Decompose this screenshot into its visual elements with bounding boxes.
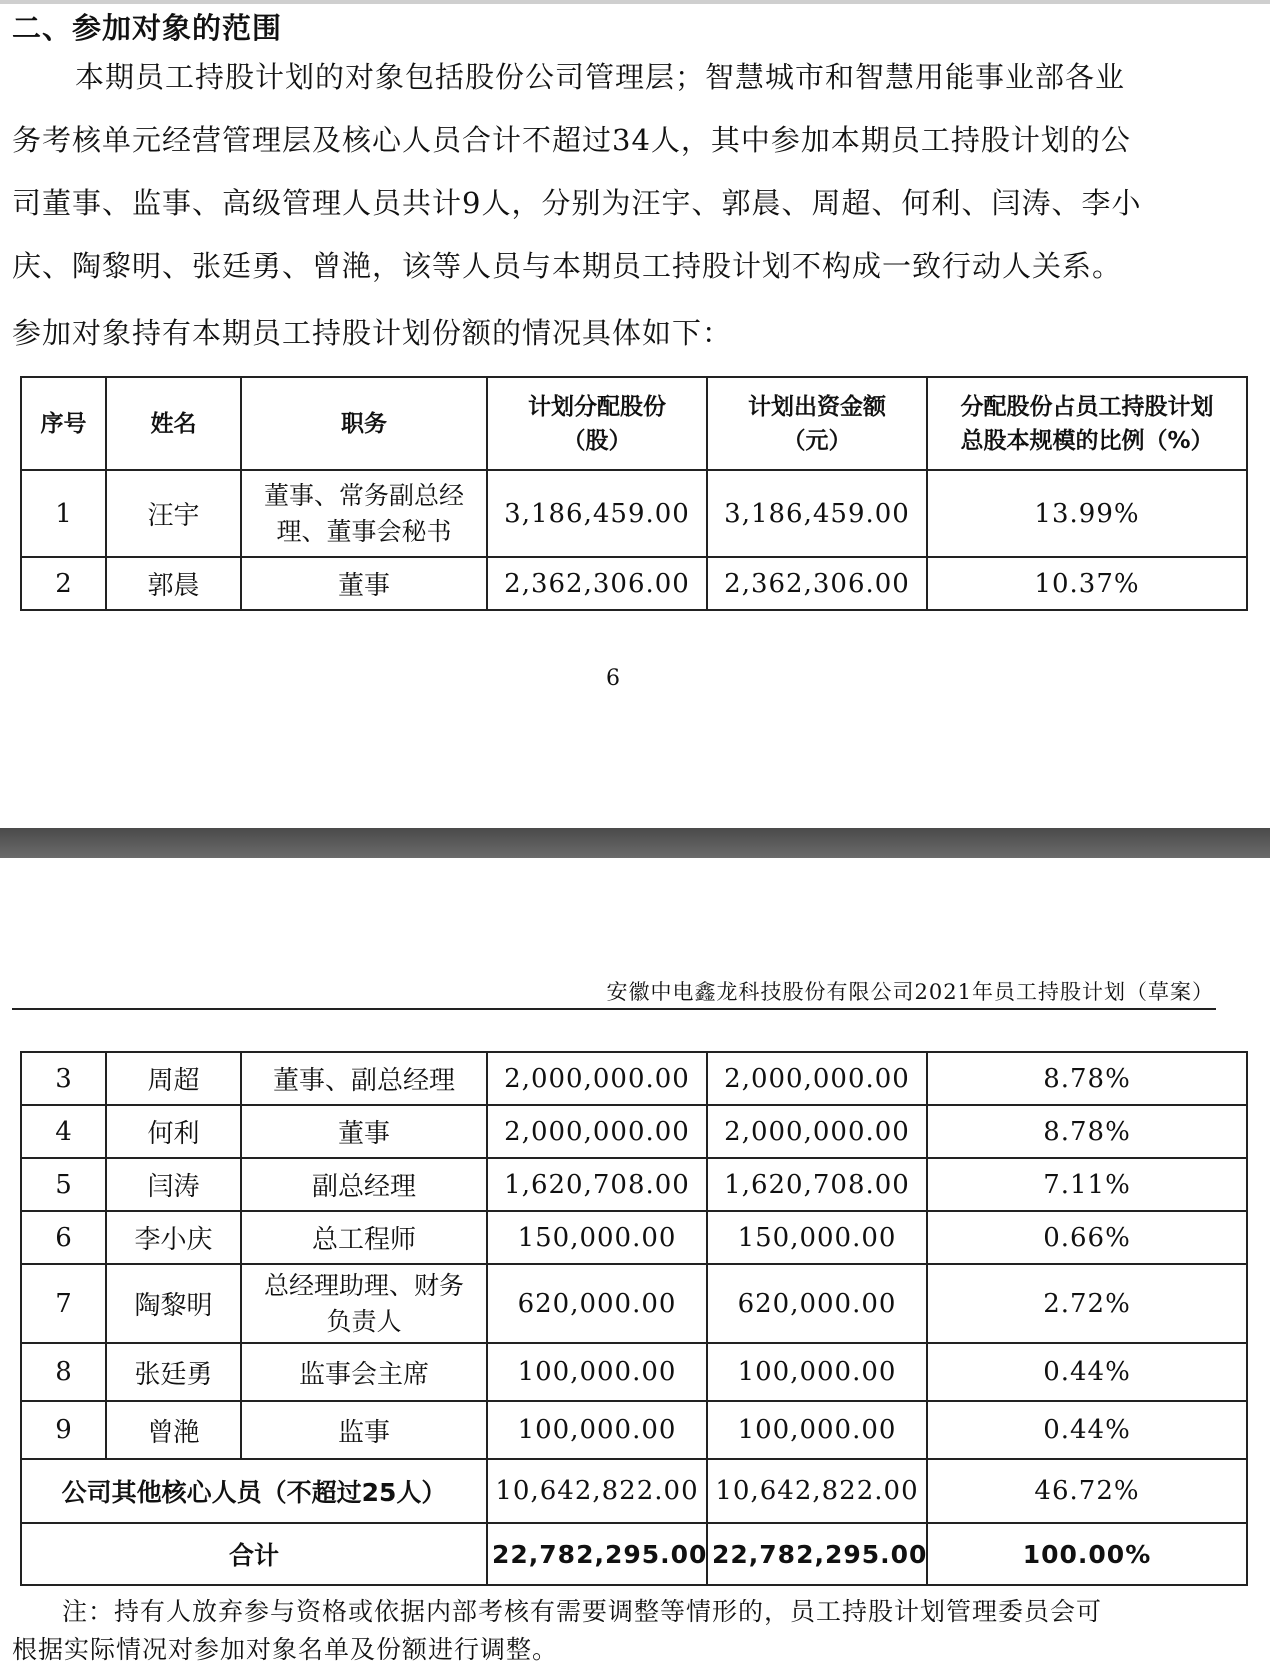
header-shares [487,377,707,470]
table-row [21,1105,1247,1158]
table-header-row [21,377,1247,470]
section-heading: 二、参加对象的范围 [12,11,283,45]
document-page-lower [0,858,1270,1670]
cell-ratio: 0.66% [927,1211,1247,1264]
table-row [21,1052,1247,1105]
cell-position: 董事 [241,557,487,610]
table-row [21,1158,1247,1211]
header-seq: 序号 [21,377,106,470]
cell-amount: 1,620,708.00 [707,1158,927,1211]
cell-ratio: 8.78% [927,1052,1247,1105]
header-shares-line1: 计划分配股份 [528,393,666,420]
table-row [21,470,1247,557]
cell-position [241,470,487,557]
cell-amount: 100,000.00 [707,1401,927,1459]
cell-shares: 150,000.00 [487,1211,707,1264]
cell-amount: 3,186,459.00 [707,470,927,557]
total-row [21,1523,1247,1585]
cell-name: 李小庆 [106,1211,241,1264]
running-header: 安徽中电鑫龙科技股份有限公司2021年员工持股计划（草案） [606,980,1214,1004]
total-shares: 22,782,295.00 [487,1523,707,1585]
cell-shares: 2,000,000.00 [487,1105,707,1158]
cell-shares: 620,000.00 [487,1264,707,1343]
header-ratio-line1: 分配股份占员工持股计划 [960,393,1214,420]
header-name: 姓名 [106,377,241,470]
allocation-table-part-1 [20,376,1248,611]
others-label: 公司其他核心人员（不超过25人） [21,1459,487,1523]
total-ratio: 100.00% [927,1523,1247,1585]
cell-amount: 150,000.00 [707,1211,927,1264]
cell-seq: 1 [21,470,106,557]
header-shares-line2: （股） [562,427,632,454]
cell-name: 陶黎明 [106,1264,241,1343]
cell-seq: 6 [21,1211,106,1264]
cell-position [241,1264,487,1343]
others-shares: 10,642,822.00 [487,1459,707,1523]
cell-position-line2: 理、董事会秘书 [276,516,452,546]
cell-name: 何利 [106,1105,241,1158]
cell-ratio: 13.99% [927,470,1247,557]
header-ratio-line2: 总股本规模的比例（%） [960,427,1214,454]
total-amount: 22,782,295.00 [707,1523,927,1585]
header-amount [707,377,927,470]
cell-position: 监事 [241,1401,487,1459]
document-page-upper [0,0,1270,828]
table-row [21,1343,1247,1401]
cell-seq: 7 [21,1264,106,1343]
header-rule [12,1008,1216,1010]
paragraph-line: 务考核单元经营管理层及核心人员合计不超过34人，其中参加本期员工持股计划的公 [12,123,1131,157]
cell-amount: 100,000.00 [707,1343,927,1401]
paragraph-line: 司董事、监事、高级管理人员共计9人，分别为汪宇、郭晨、周超、何利、闫涛、李小 [12,186,1142,220]
cell-position: 董事、副总经理 [241,1052,487,1105]
cell-amount: 2,000,000.00 [707,1105,927,1158]
cell-position: 监事会主席 [241,1343,487,1401]
paragraph-line: 参加对象持有本期员工持股计划份额的情况具体如下： [12,316,733,350]
table-row [21,1264,1247,1343]
section-paragraph [12,46,1252,298]
cell-ratio: 0.44% [927,1343,1247,1401]
others-row [21,1459,1247,1523]
cell-seq: 5 [21,1158,106,1211]
cell-shares: 100,000.00 [487,1401,707,1459]
cell-seq: 8 [21,1343,106,1401]
page-edge [0,0,1270,4]
table-row [21,557,1247,610]
note-line: 注：持有人放弃参与资格或依据内部考核有需要调整等情形的，员工持股计划管理委员会可 [62,1597,1103,1626]
header-amount-line2: （元） [782,427,852,454]
table-note [12,1593,1252,1669]
table-row [21,1211,1247,1264]
cell-name: 郭晨 [106,557,241,610]
others-amount: 10,642,822.00 [707,1459,927,1523]
page-separator [0,828,1270,858]
cell-ratio: 7.11% [927,1158,1247,1211]
cell-shares: 3,186,459.00 [487,470,707,557]
cell-name: 汪宇 [106,470,241,557]
cell-ratio: 10.37% [927,557,1247,610]
cell-shares: 2,000,000.00 [487,1052,707,1105]
paragraph-line: 庆、陶黎明、张廷勇、曾滟，该等人员与本期员工持股计划不构成一致行动人关系。 [12,249,1123,283]
header-position: 职务 [241,377,487,470]
cell-seq: 4 [21,1105,106,1158]
note-line: 根据实际情况对参加对象名单及份额进行调整。 [12,1635,559,1664]
cell-position-line2: 负责人 [326,1306,402,1336]
cell-position: 总工程师 [241,1211,487,1264]
cell-ratio: 8.78% [927,1105,1247,1158]
header-amount-line1: 计划出资金额 [748,393,886,420]
others-ratio: 46.72% [927,1459,1247,1523]
cell-amount: 2,000,000.00 [707,1052,927,1105]
cell-name: 闫涛 [106,1158,241,1211]
total-label: 合计 [21,1523,487,1585]
cell-ratio: 2.72% [927,1264,1247,1343]
table-intro [12,302,1252,365]
cell-name: 张廷勇 [106,1343,241,1401]
table-row [21,1401,1247,1459]
cell-ratio: 0.44% [927,1401,1247,1459]
cell-shares: 100,000.00 [487,1343,707,1401]
cell-amount: 620,000.00 [707,1264,927,1343]
cell-position-line1: 总经理助理、财务 [263,1270,464,1300]
paragraph-line: 本期员工持股计划的对象包括股份公司管理层；智慧城市和智慧用能事业部各业 [75,60,1126,94]
cell-position-line1: 董事、常务副总经 [263,480,464,510]
cell-seq: 2 [21,557,106,610]
allocation-table-part-2 [20,1051,1248,1586]
cell-shares: 2,362,306.00 [487,557,707,610]
header-ratio [927,377,1247,470]
cell-position: 副总经理 [241,1158,487,1211]
cell-seq: 3 [21,1052,106,1105]
page-number: 6 [606,666,620,691]
cell-amount: 2,362,306.00 [707,557,927,610]
cell-shares: 1,620,708.00 [487,1158,707,1211]
cell-position: 董事 [241,1105,487,1158]
cell-name: 曾滟 [106,1401,241,1459]
cell-name: 周超 [106,1052,241,1105]
cell-seq: 9 [21,1401,106,1459]
